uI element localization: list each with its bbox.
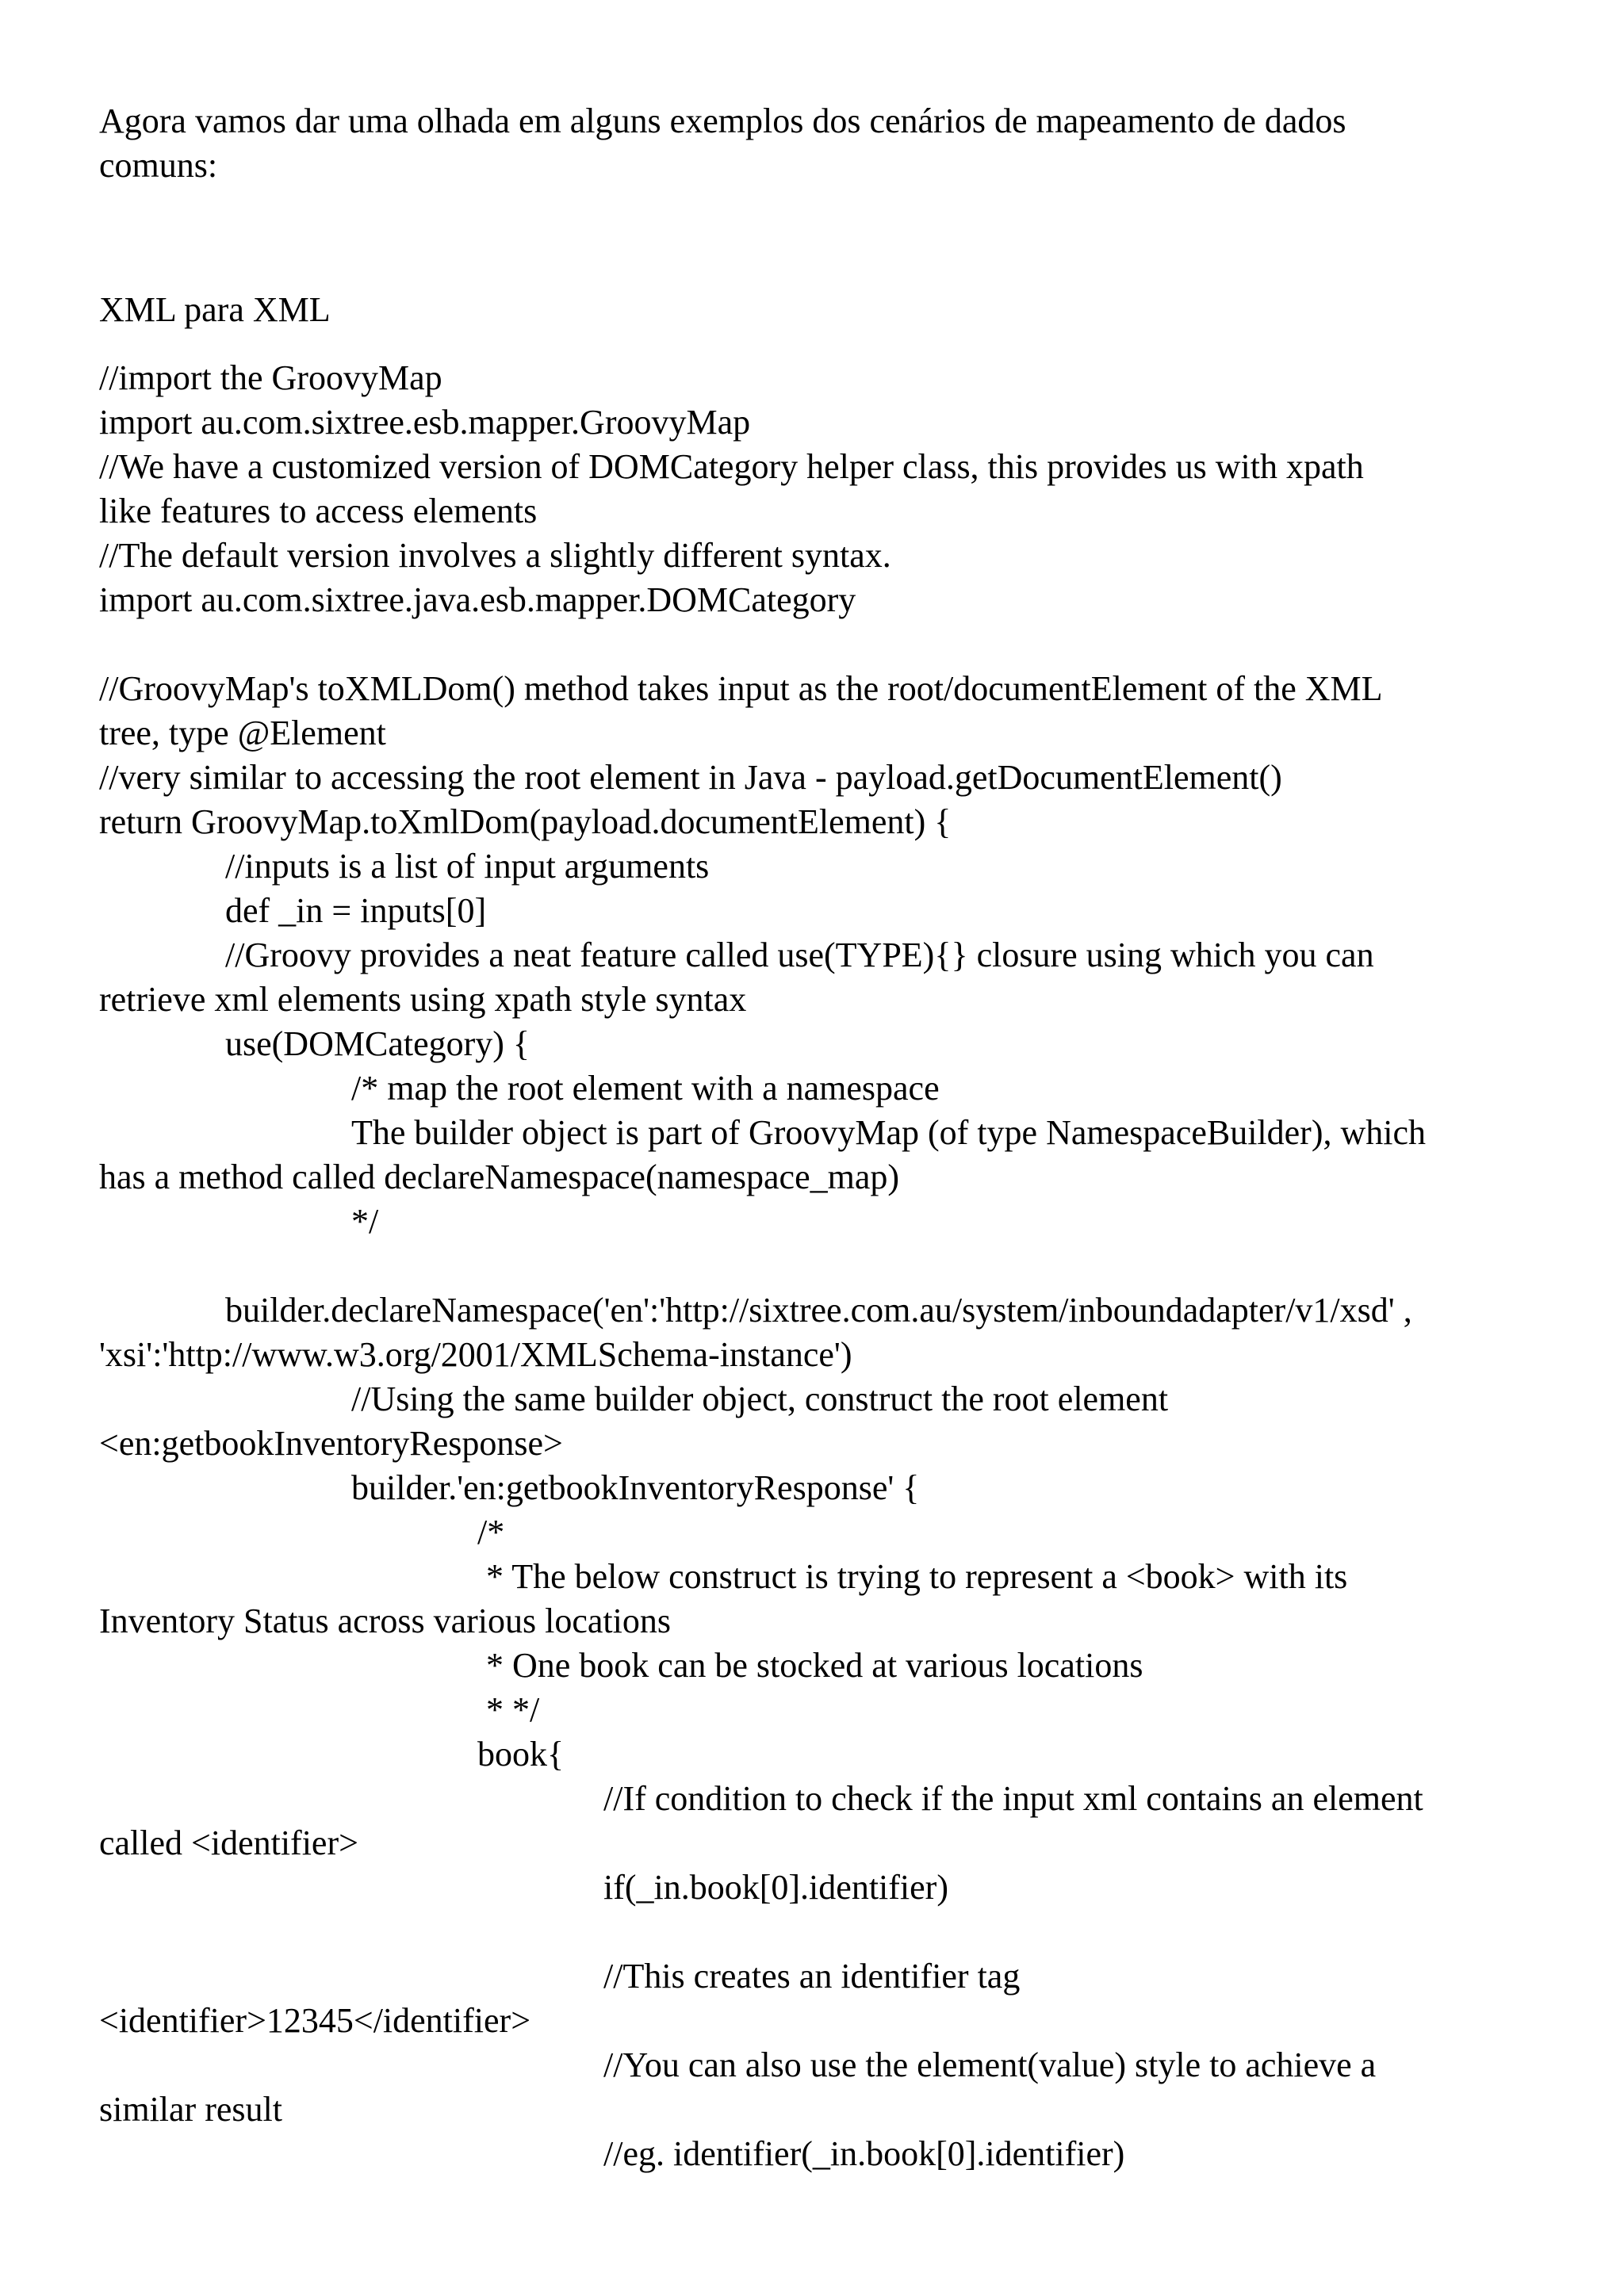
code-line: */ bbox=[351, 1202, 379, 1241]
code-line: //If condition to check if the input xml contains an element bbox=[603, 1779, 1423, 1818]
code-line: //Using the same builder object, construct the root element bbox=[351, 1380, 1169, 1418]
code-line: Inventory Status across various locations bbox=[99, 1601, 671, 1640]
code-line: * One book can be stocked at various locations bbox=[477, 1646, 1143, 1685]
code-line: //eg. identifier(_in.book[0].identifier) bbox=[603, 2134, 1125, 2173]
code-line: <identifier>12345</identifier> bbox=[99, 2001, 531, 2040]
code-line: //import the GroovyMap bbox=[99, 358, 442, 397]
code-line: //You can also use the element(value) style to achieve a bbox=[603, 2045, 1377, 2084]
code-line: The builder object is part of GroovyMap (of type NamespaceBuilder), which bbox=[351, 1113, 1427, 1152]
code-line: //Groovy provides a neat feature called use(TYPE){} closure using which you can bbox=[225, 936, 1374, 974]
intro-line-1: Agora vamos dar uma olhada em alguns exemplos dos cenários de mapeamento de dados bbox=[99, 101, 1346, 140]
code-line: /* bbox=[477, 1513, 505, 1552]
code-line: book{ bbox=[477, 1735, 565, 1774]
code-line: //We have a customized version of DOMCategory helper class, this provides us with xpath bbox=[99, 447, 1364, 486]
code-line: use(DOMCategory) { bbox=[225, 1024, 530, 1063]
code-line: builder.declareNamespace('en':'http://sixtree.com.au/system/inboundadapter/v1/xsd' , bbox=[225, 1291, 1412, 1330]
code-line: similar result bbox=[99, 2090, 282, 2129]
code-line: called <identifier> bbox=[99, 1823, 358, 1862]
code-line: //This creates an identifier tag bbox=[603, 1957, 1021, 1996]
code-line: retrieve xml elements using xpath style syntax bbox=[99, 980, 747, 1019]
code-line: tree, type @Element bbox=[99, 714, 386, 752]
code-line: * The below construct is trying to represent a <book> with its bbox=[477, 1557, 1348, 1596]
code-line: //GroovyMap's toXMLDom() method takes input as the root/documentElement of the XML bbox=[99, 669, 1383, 708]
code-line: //inputs is a list of input arguments bbox=[225, 847, 710, 886]
code-line: /* map the root element with a namespace bbox=[351, 1069, 940, 1108]
code-line: has a method called declareNamespace(namespace_map) bbox=[99, 1158, 900, 1196]
section-heading: XML para XML bbox=[99, 290, 331, 329]
code-line: import au.com.sixtree.esb.mapper.GroovyMap bbox=[99, 403, 751, 442]
code-line: like features to access elements bbox=[99, 492, 538, 530]
code-line: //very similar to accessing the root element in Java - payload.getDocumentElement() bbox=[99, 758, 1282, 797]
code-line: //The default version involves a slightly different syntax. bbox=[99, 536, 891, 575]
code-line: import au.com.sixtree.java.esb.mapper.DOMCategory bbox=[99, 580, 856, 619]
code-line: <en:getbookInventoryResponse> bbox=[99, 1424, 563, 1463]
code-line: builder.'en:getbookInventoryResponse' { bbox=[351, 1468, 920, 1507]
code-line: 'xsi':'http://www.w3.org/2001/XMLSchema-instance') bbox=[99, 1335, 852, 1374]
intro-line-2: comuns: bbox=[99, 146, 218, 185]
code-line: def _in = inputs[0] bbox=[225, 891, 487, 930]
code-line: * */ bbox=[477, 1690, 540, 1729]
code-line: return GroovyMap.toXmlDom(payload.documentElement) { bbox=[99, 802, 952, 841]
code-line: if(_in.book[0].identifier) bbox=[603, 1868, 948, 1907]
